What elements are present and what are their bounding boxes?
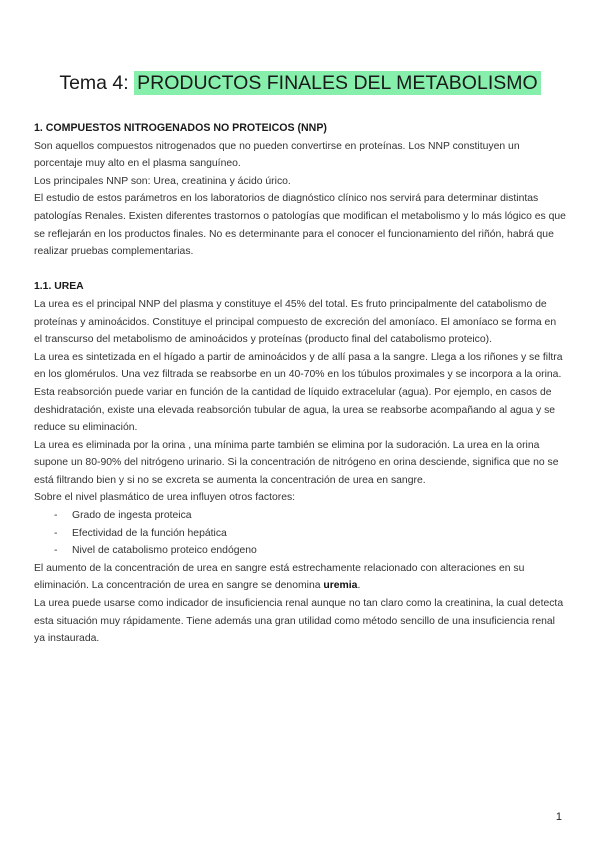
document-body <box>34 120 566 648</box>
page-title <box>0 70 600 96</box>
title-highlight: PRODUCTOS FINALES DEL METABOLISMO <box>134 71 541 95</box>
bullet-dash: - <box>54 527 58 539</box>
urea-paragraph: La urea es sintetizada en el hígado a partir de aminoácidos y de allí pasa a la sangre. Llega a los riñones y se filtra en los glomérulos. Una vez filtrada se reabsorbe en un 40-70% en los túbulos proximales y se incorpora a la orina. Esta reabsorción puede variar en función de la cantidad de líquido extracelular (agua). Por ejemplo, en casos de deshidratación, existe una elevada reabsorción tubular de agua, la urea se reabsorbe acompañando al agua y se reduce su eliminación. <box>34 351 563 434</box>
title-prefix: Tema 4: <box>59 72 135 94</box>
section-1-paragraph: Los principales NNP son: Urea, creatinina y ácido úrico. <box>34 175 291 187</box>
urea-paragraph: La urea es eliminada por la orina , una mínima parte también se elimina por la sudoración. La urea en la orina supone un 80-90% del nitrógeno urinario. Si la concentración de nitrógeno en orina desciende, significa que no se está filtrando bien y si no se excreta se aumenta la concentración de urea en sangre. <box>34 439 559 486</box>
urea-paragraph: La urea es el principal NNP del plasma y constituye el 45% del total. Es fruto principalmente del catabolismo de proteínas y aminoácidos. Constituye el principal compuesto de excreción del amoníaco. El amoníaco se forma en el transcurso del metabolismo de aminoácidos y proteínas (producto final del catabolismo proteico). <box>34 298 557 346</box>
bullet-dash: - <box>54 545 58 557</box>
section-1-paragraph: El estudio de estos parámetros en los laboratorios de diagnóstico clínico nos servirá para determinar distintas patologías Renales. Existen diferentes trastornos o patologías que modifican el metabolismo y lo más lógico es que se reflejarán en los productos finales. No es determinante para el conocer el funcionamiento del riñón, habrá que realizar pruebas complementarias. <box>34 193 566 258</box>
section-1-paragraph: Son aquellos compuestos nitrogenados que no pueden convertirse en proteínas. Los NNP constituyen un porcentaje muy alto en el plasma sanguíneo. <box>34 140 520 170</box>
urea-paragraph: El aumento de la concentración de urea en sangre está estrechamente relacionado con alteraciones en su eliminación. La concentración de urea en sangre se denomina uremia. <box>34 562 525 592</box>
list-item: - Nivel de catabolismo proteico endógeno <box>34 542 566 560</box>
urea-paragraph: Sobre el nivel plasmático de urea influyen otros factores: <box>34 492 296 504</box>
page-number: 1 <box>555 811 562 823</box>
list-item: - Grado de ingesta proteica <box>34 507 566 525</box>
spacer <box>34 261 566 279</box>
section-1-heading: 1. COMPUESTOS NITROGENADOS NO PROTEICOS (NNP) <box>34 122 327 134</box>
factors-list <box>34 507 566 560</box>
urea-paragraph: La urea puede usarse como indicador de insuficiencia renal aunque no tan claro como la creatinina, la cual detecta esta situación muy rápidamente. Tiene además una gran utilidad como método sencillo de una insuficiencia renal ya instaurada. <box>34 598 564 645</box>
list-item: - Efectividad de la función hepática <box>34 525 566 543</box>
bullet-dash: - <box>54 510 58 522</box>
uremia-term: uremia <box>323 580 358 592</box>
section-1-1-heading: 1.1. UREA <box>34 281 84 293</box>
